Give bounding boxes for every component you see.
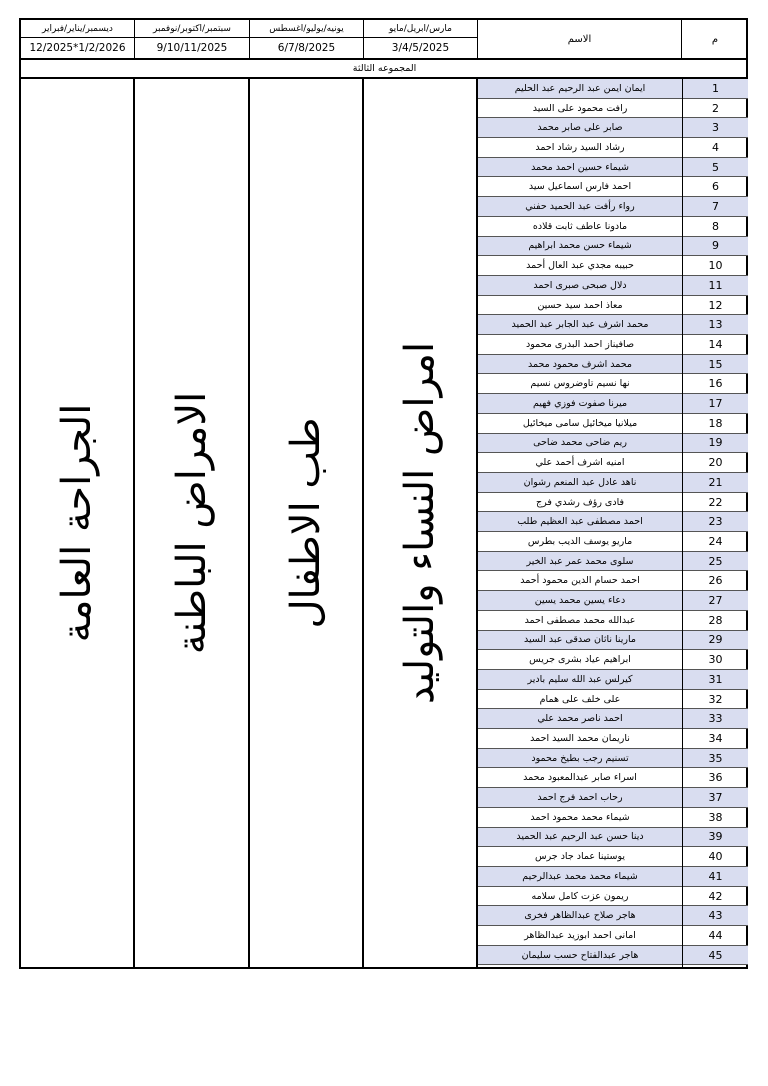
student-name: ناريمان محمد السيد احمد: [478, 729, 682, 749]
student-name: يوستينا عماد جاد جرس: [478, 847, 682, 867]
row-number: 29: [683, 631, 748, 651]
student-name: محمد اشرف عبد الجابر عبد الحميد: [478, 315, 682, 335]
student-name: على خلف على همام: [478, 690, 682, 710]
row-number: 35: [683, 749, 748, 769]
row-number: 13: [683, 315, 748, 335]
month-dates-3: 6/7/8/2025: [250, 38, 364, 58]
student-name: حبيبه مجدي عبد العال أحمد: [478, 256, 682, 276]
student-name: امنيه اشرف أحمد علي: [478, 453, 682, 473]
student-name: شيماء محمد محمد عبدالرحيم: [478, 867, 682, 887]
row-number: 22: [683, 493, 748, 513]
row-number: 2: [683, 99, 748, 119]
row-number: 16: [683, 375, 748, 395]
student-name: مادونا عاطف ثابت قلاده: [478, 217, 682, 237]
number-column-header: م: [711, 33, 719, 45]
student-name: نها نسيم تاوضروس نسيم: [478, 375, 682, 395]
student-name: رافت محمود على السيد: [478, 99, 682, 119]
row-number: 41: [683, 867, 748, 887]
student-name: صافيناز احمد البدرى محمود: [478, 335, 682, 355]
student-name: دينا حسن عبد الرحيم عبد الحميد: [478, 828, 682, 848]
row-number: 32: [683, 690, 748, 710]
student-name: صابر على صابر محمد: [478, 118, 682, 138]
student-name: ايمان ايمن عبد الرحيم عبد الحليم: [478, 79, 682, 99]
row-number: 20: [683, 453, 748, 473]
student-list: [478, 79, 748, 967]
row-number: 27: [683, 591, 748, 611]
row-number: 18: [683, 414, 748, 434]
row-number: 40: [683, 847, 748, 867]
student-name: دلال صبحى صبرى احمد: [478, 276, 682, 296]
department-pediatrics: طب الاطفال: [283, 416, 329, 629]
row-number: 44: [683, 926, 748, 946]
row-number: 33: [683, 709, 748, 729]
student-name: ميلانيا ميخائيل سامى ميخائيل: [478, 414, 682, 434]
row-number: 21: [683, 473, 748, 493]
student-name: مارينا ناثان صدقى عبد السيد: [478, 631, 682, 651]
student-name: احمد فارس اسماعيل سيد: [478, 178, 682, 198]
row-number: 26: [683, 572, 748, 592]
department-obgyn: امراض النساء والتوليد: [397, 341, 443, 704]
row-number: 28: [683, 611, 748, 631]
row-number: 4: [683, 138, 748, 158]
student-name: شيماء حسن محمد ابراهيم: [478, 237, 682, 257]
student-name: ناهد عادل عبد المنعم رشوان: [478, 473, 682, 493]
student-name: احمد ناصر محمد علي: [478, 709, 682, 729]
name-column-header: الاسم: [478, 20, 682, 58]
month-label-3: يونيه/يوليو/اغسطس: [250, 20, 364, 38]
student-name: هاجر عبدالفتاح حسب سليمان: [478, 946, 682, 966]
student-name: ريم ضاحى محمد ضاحى: [478, 434, 682, 454]
student-name: كيرلس عبد الله سليم بادير: [478, 670, 682, 690]
row-number: 31: [683, 670, 748, 690]
month-dates-2: 9/10/11/2025: [135, 38, 250, 58]
row-number: 25: [683, 552, 748, 572]
row-number: 10: [683, 256, 748, 276]
student-name: دعاء يسين محمد يسين: [478, 591, 682, 611]
row-number: 24: [683, 532, 748, 552]
row-number: 11: [683, 276, 748, 296]
department-column-1: [21, 78, 135, 967]
student-name: رشاد السيد رشاد احمد: [478, 138, 682, 158]
student-name: محمد اشرف محمود محمد: [478, 355, 682, 375]
row-number: 19: [683, 434, 748, 454]
row-number: 12: [683, 296, 748, 316]
row-number: 1: [683, 79, 748, 99]
row-number: 14: [683, 335, 748, 355]
row-number: 15: [683, 355, 748, 375]
row-number: 42: [683, 887, 748, 907]
row-number: 36: [683, 769, 748, 789]
row-number: 34: [683, 729, 748, 749]
row-number: 7: [683, 197, 748, 217]
row-number: 9: [683, 237, 748, 257]
row-number: 38: [683, 808, 748, 828]
student-name: امانى احمد ابوزيد عبدالظاهر: [478, 926, 682, 946]
row-number: 6: [683, 178, 748, 198]
row-number: 8: [683, 217, 748, 237]
department-general-surgery: الجراحة العامة: [54, 403, 100, 642]
row-number: 30: [683, 650, 748, 670]
row-number: 43: [683, 906, 748, 926]
student-name: ابراهيم عياد بشرى جريس: [478, 650, 682, 670]
row-number: 37: [683, 788, 748, 808]
student-name: هاجر صلاح عبدالظاهر فخرى: [478, 906, 682, 926]
row-number: 5: [683, 158, 748, 178]
student-name: رواء رأفت عبد الحميد حفني: [478, 197, 682, 217]
student-name: معاذ احمد سيد حسين: [478, 296, 682, 316]
student-name: اسراء صابر عبدالمعبود محمد: [478, 769, 682, 789]
row-number: 23: [683, 512, 748, 532]
month-dates-4: 3/4/5/2025: [364, 38, 478, 58]
row-number: 39: [683, 828, 748, 848]
row-number: 17: [683, 394, 748, 414]
group-title: المجموعه الثالثة: [352, 63, 417, 74]
schedule-table: [19, 18, 748, 969]
department-column-4: [364, 78, 478, 967]
month-label-2: سبتمبر/اكتوبر/نوفمبر: [135, 20, 250, 38]
student-name: شيماء حسين احمد محمد: [478, 158, 682, 178]
month-dates-1: 12/2025*1/2/2026: [21, 38, 135, 58]
student-name: تسنيم رجب بطيخ محمود: [478, 749, 682, 769]
student-name: ريمون عزت كامل سلامه: [478, 887, 682, 907]
student-name: ماريو يوسف الديب بطرس: [478, 532, 682, 552]
row-number: 45: [683, 946, 748, 966]
student-name: ميرنا صفوت فوزي فهيم: [478, 394, 682, 414]
student-name: رحاب احمد فرج احمد: [478, 788, 682, 808]
student-name: سلوى محمد عمر عبد الخير: [478, 552, 682, 572]
student-name: احمد حسام الدين محمود أحمد: [478, 572, 682, 592]
student-name: عبدالله محمد مصطفى احمد: [478, 611, 682, 631]
department-column-3: [250, 78, 364, 967]
department-column-2: [135, 78, 250, 967]
month-label-4: مارس/ابريل/مايو: [364, 20, 478, 38]
month-label-1: ديسمبر/يناير/فبراير: [21, 20, 135, 38]
row-number: 3: [683, 118, 748, 138]
student-name: احمد مصطفى عبد العظيم طلب: [478, 512, 682, 532]
student-name: شيماء محمد محمود احمد: [478, 808, 682, 828]
student-name: فادى رؤف رشدي فرج: [478, 493, 682, 513]
department-internal-medicine: الامراض الباطنة: [168, 391, 215, 654]
